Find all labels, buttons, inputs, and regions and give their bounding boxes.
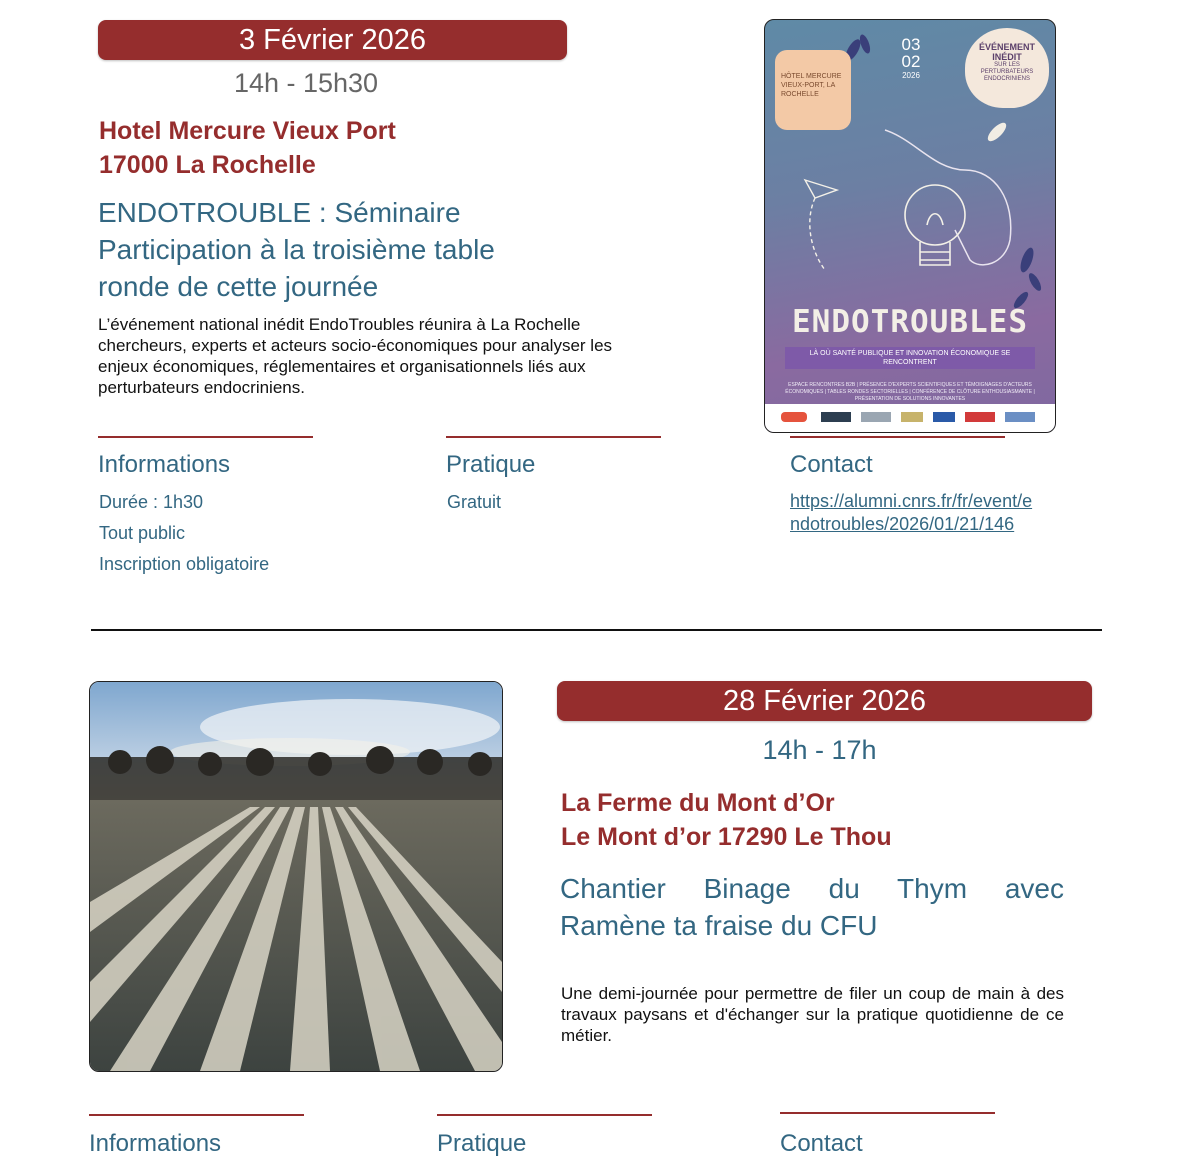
lightbulb-icon	[905, 185, 965, 265]
event2-title-line1: Chantier Binage du Thym avec	[560, 873, 1064, 904]
poster-venue-bubble: HÔTEL MERCURE VIEUX-PORT, LA ROCHELLE	[775, 50, 851, 130]
white-leaf-icon	[985, 120, 1009, 144]
event1-time: 14h - 15h30	[233, 68, 379, 98]
event2-practical-rule	[437, 1114, 652, 1116]
event1-address	[99, 114, 599, 182]
sponsor-logo	[933, 412, 955, 422]
event2-date-badge: 28 Février 2026	[557, 681, 1092, 721]
event2-address-line1: La Ferme du Mont d’Or	[561, 789, 835, 817]
sponsor-logo	[1005, 412, 1035, 422]
poster-date	[891, 36, 931, 82]
event1-title	[98, 194, 618, 305]
event-divider	[91, 629, 1102, 631]
event2-address	[561, 786, 1081, 854]
event1-date-badge: 3 Février 2026	[98, 20, 567, 60]
info-item-registration: Inscription obligatoire	[99, 554, 270, 574]
event1-info-list	[99, 487, 269, 580]
event1-title-line1: ENDOTROUBLE : Séminaire	[98, 197, 461, 228]
paper-plane-icon	[805, 180, 837, 270]
poster-event-name: ENDOTROUBLES	[792, 304, 1028, 340]
info-item-duration: Durée : 1h30	[99, 492, 204, 512]
poster-date-month: 02	[901, 52, 921, 71]
event2-time: 14h - 17h	[762, 735, 877, 765]
event1-contact-link[interactable]: https://alumni.cnrs.fr/fr/event/endotroubles/2026/01/21/146	[790, 491, 1033, 534]
thyme-field-image	[90, 682, 502, 1071]
event1-address-line1: Hotel Mercure Vieux Port	[99, 117, 396, 145]
event1-description: L’événement national inédit EndoTroubles réunira à La Rochelle chercheurs, experts et acteurs socio-économiques pour analyser les enjeux économiques, réglementaires et organisationnels liés aux perturbateurs endocriniens.	[98, 315, 613, 397]
sponsor-logo	[861, 412, 891, 422]
event1-contact-heading: Contact	[790, 451, 873, 478]
poster-tagline: LÀ OÙ SANTÉ PUBLIQUE ET INNOVATION ÉCONOMIQUE SE RENCONTRENT	[785, 347, 1035, 369]
poster-badge	[965, 28, 1049, 108]
event1-info-heading: Informations	[98, 451, 231, 478]
event2-info-rule	[89, 1114, 304, 1116]
event2-description: Une demi-journée pour permettre de filer un coup de main à des travaux paysans et d'échanger sur la pratique quotidienne de ce métier.	[561, 984, 1064, 1045]
poster-badge-line3: SUR LES PERTURBATEURS ENDOCRINIENS	[980, 62, 1034, 82]
poster-sponsor-logos	[765, 404, 1055, 432]
event2-address-line2: Le Mont d’or 17290 Le Thou	[561, 823, 892, 851]
hand-outline	[885, 130, 1011, 265]
event2-contact-rule	[780, 1112, 995, 1114]
poster-badge-line2: INÉDIT	[992, 52, 1022, 62]
sponsor-logo	[821, 412, 851, 422]
poster-date-year: 2026	[902, 71, 920, 80]
event2-title-line2: Ramène ta fraise du CFU	[560, 910, 878, 941]
poster-date-day: 03	[901, 35, 921, 54]
poster-program: ESPACE RENCONTRES B2B | PRÉSENCE D'EXPERTS SCIENTIFIQUES ET TÉMOIGNAGES D'ACTEURS ÉCONOMIQUES | TABLES RONDES SECTORIELLES | CONFÉRENCE DE CLÔTURE ENTHOUSIASMANTE | PRÉSENTATION DE SOLUTIONS INNOVANTES	[785, 382, 1035, 402]
event2-contact-heading: Contact	[780, 1130, 863, 1157]
sponsor-logo	[965, 412, 995, 422]
practical-item-price: Gratuit	[447, 492, 502, 512]
sponsor-logo	[781, 412, 807, 422]
event2-practical-heading: Pratique	[437, 1130, 527, 1157]
info-item-audience: Tout public	[99, 523, 186, 543]
event1-contact-rule	[790, 436, 1005, 438]
event1-practical-heading: Pratique	[446, 451, 536, 478]
event2-photo	[89, 681, 503, 1072]
event1-address-line2: 17000 La Rochelle	[99, 151, 316, 179]
sponsor-logo	[901, 412, 923, 422]
event1-info-rule	[98, 436, 313, 438]
event1-title-line2: Participation à la troisième table	[98, 234, 495, 265]
event2-info-heading: Informations	[89, 1130, 222, 1157]
event1-practical-rule	[446, 436, 661, 438]
event1-poster	[764, 19, 1056, 433]
event2-title	[560, 870, 1064, 944]
poster-badge-line1: ÉVÉNEMENT	[978, 42, 1035, 52]
event1-title-line3: ronde de cette journée	[98, 271, 379, 302]
